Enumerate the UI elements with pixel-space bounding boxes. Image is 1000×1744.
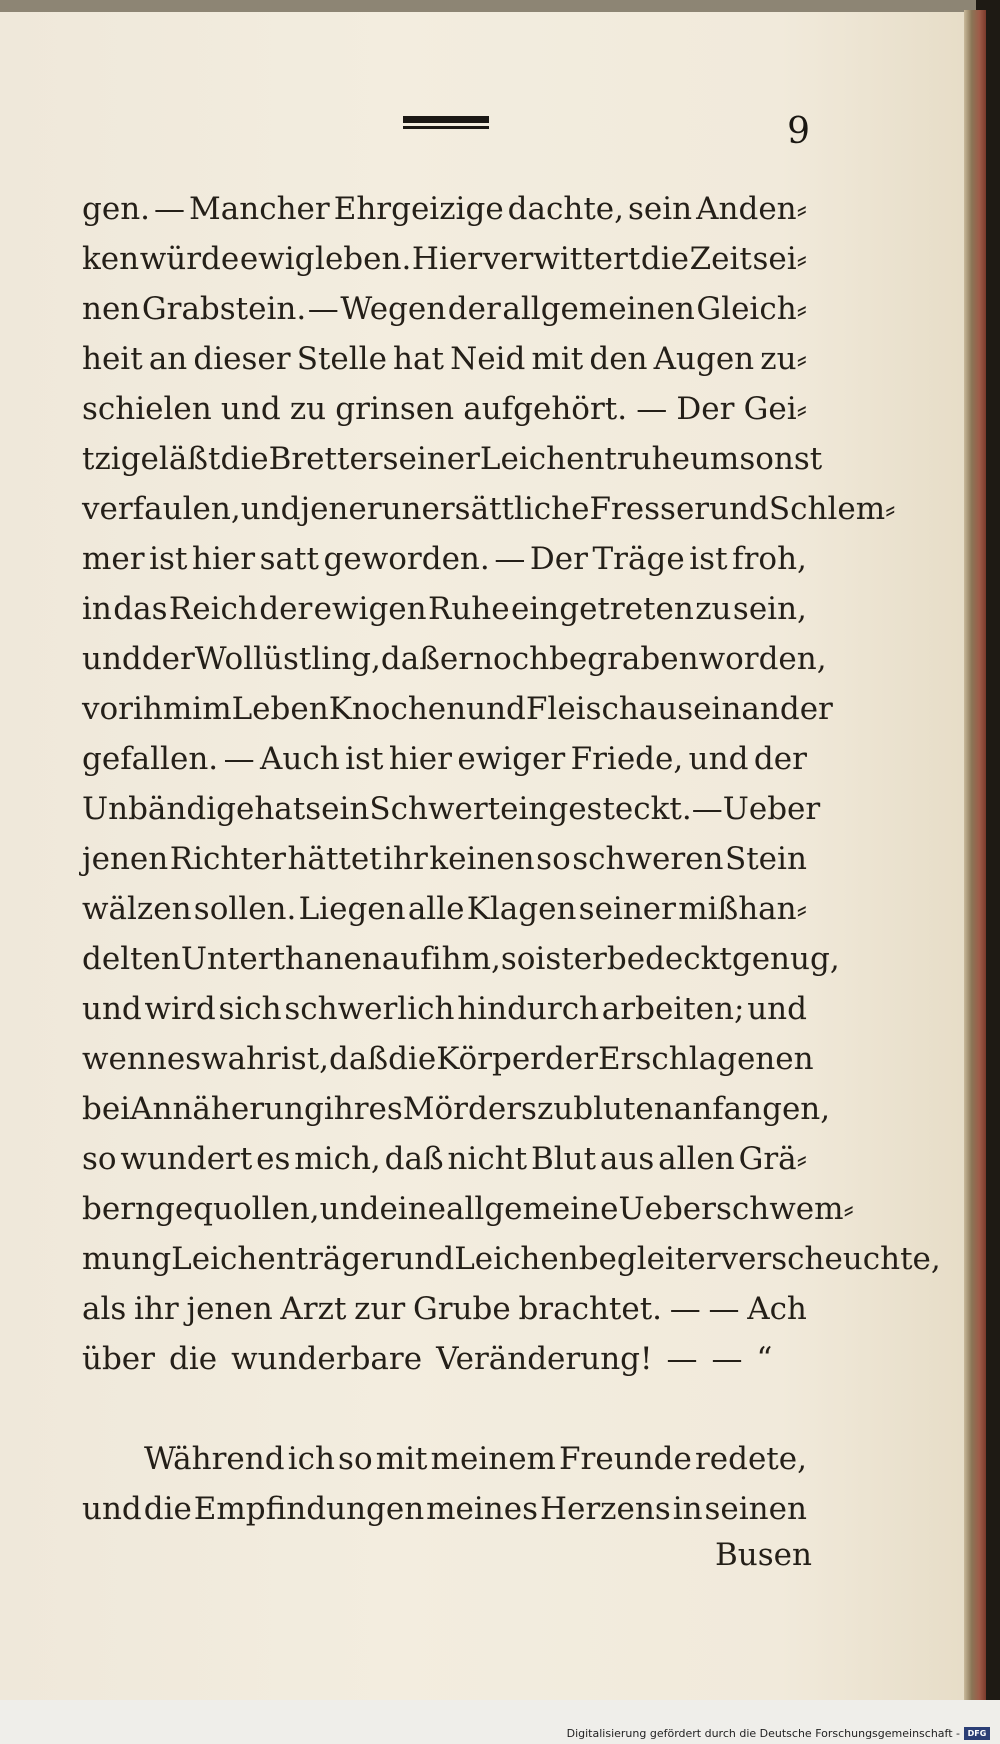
word: Neid [450,341,526,377]
text-line [82,1434,807,1484]
text-line [82,934,840,984]
word: in [672,1491,703,1527]
word: bern [82,1191,155,1227]
word: Erschlagenen [598,1041,814,1077]
word: Reich [168,591,258,627]
book-spine-edge [964,10,986,1710]
word: über [82,1341,155,1377]
word: eingesteckt. [500,791,692,827]
text-line [82,1084,831,1134]
word: Ach [747,1291,807,1327]
word: hindurch [457,991,600,1027]
word: Stelle [296,341,387,377]
text-line [82,1334,807,1384]
word: — [669,1291,701,1327]
word: geworden. [323,541,490,577]
text-line [82,1034,814,1084]
word: nicht [447,1141,528,1177]
word: anfangen, [673,1091,831,1127]
word: verwittert [482,241,641,277]
word: meinem [430,1441,556,1477]
word: wahr [201,1041,281,1077]
word: den [589,341,648,377]
word: allgemeine [446,1191,619,1227]
word: Fresser [589,491,710,527]
word: Stein [724,841,807,877]
word: und [240,491,301,527]
word: mißhan⸗ [678,891,807,927]
word: ist, [280,1041,330,1077]
word: Freunde [559,1441,692,1477]
text-line [82,684,833,734]
word: allgemeinen [502,291,695,327]
word: hat [393,341,444,377]
word: bei [82,1091,131,1127]
word: Empfindungen [193,1491,425,1527]
word: der [753,741,807,777]
word: verfaulen, [82,491,241,527]
word: Grä⸗ [738,1141,807,1177]
word: ihr [134,1291,179,1327]
word: sein [627,191,693,227]
word: aufgehört. [463,391,628,427]
word: Blut [530,1141,597,1177]
word: Ueber [722,791,821,827]
word: Leichenbegleiter [454,1241,721,1277]
word: würde [139,241,240,277]
word: hier [388,741,452,777]
word: zu [536,1091,574,1127]
word: Unterthanen [180,941,382,977]
text-line [82,234,807,284]
word: meines [426,1491,539,1527]
word: zur [354,1291,406,1327]
text-line [82,984,807,1034]
word: Herzens [539,1491,671,1527]
word: Träge [592,541,685,577]
word: verscheuchte, [720,1241,941,1277]
text-line [82,1484,807,1534]
text-line [82,484,896,534]
word: hier [192,541,256,577]
word: mer [82,541,145,577]
word: wird [144,991,216,1027]
dfg-logo: DFG [964,1727,990,1740]
word: genug, [731,941,840,977]
word: jenen [186,1291,273,1327]
word: so [82,1141,117,1177]
word: ewig [239,241,315,277]
word: Richter [169,841,286,877]
word: keinen [429,841,535,877]
word: die [143,1491,192,1527]
text-line [82,734,807,784]
word: ihres [323,1091,403,1127]
text-line [82,184,807,234]
word: Ueberschwem⸗ [618,1191,854,1227]
word: ihm, [431,941,501,977]
word: — [223,741,255,777]
word: Schlem⸗ [768,491,896,527]
word: Leichenträger [171,1241,395,1277]
word: Auch [260,741,340,777]
word: als [82,1291,127,1327]
word: redete, [694,1441,807,1477]
word: arbeiten; [601,991,745,1027]
word: bluten [573,1091,674,1127]
word: Körper [436,1041,546,1077]
word: Ehrgeizige [333,191,504,227]
word: worden, [698,641,827,677]
word: aus [599,1141,655,1177]
word: Unbändige [82,791,255,827]
word: wälzen [82,891,192,927]
word: — [307,291,339,327]
word: zu [695,591,732,627]
word: und [220,391,281,427]
paragraph [82,1434,807,1534]
word: sein [305,791,370,827]
text-line [82,1284,807,1334]
word: — [636,391,668,427]
text-line [82,884,807,934]
word: — [154,191,186,227]
word: sein, [732,591,807,627]
word: ist [689,541,728,577]
word: mit [375,1441,428,1477]
word: Fleisch [525,691,639,727]
word: Anden⸗ [696,191,807,227]
word: Augen [653,341,755,377]
word: Der [529,541,588,577]
word: Leichentruhe [479,441,690,477]
word: er [439,641,474,677]
word: — [691,791,723,827]
word: daß [329,1041,389,1077]
word: — [711,1341,743,1377]
word: sich [218,991,282,1027]
word: bedeckt [606,941,732,977]
word: jenen [82,841,169,877]
text-line [82,1184,854,1234]
word: der [259,591,313,627]
word: mit [531,341,584,377]
word: vor [82,691,133,727]
word: grinsen [335,391,455,427]
word: jener [300,491,382,527]
word: nen [82,291,141,327]
word: Friede, [570,741,684,777]
word: brachtet. [518,1291,663,1327]
word: die [640,241,690,277]
word: Ruhe [428,591,510,627]
word: zu⸗ [760,341,807,377]
word: in [82,591,112,627]
word: gen. [82,191,151,227]
word: es [256,1141,291,1177]
body-text [82,184,941,1534]
word: Schwert [369,791,501,827]
word: daß [380,641,440,677]
word: die [168,1341,218,1377]
word: ist [535,941,574,977]
word: Wollüstling, [194,641,381,677]
text-line [82,1234,941,1284]
word: gequollen, [154,1191,320,1227]
word: eingetreten [511,591,694,627]
word: das [113,591,168,627]
text-line [82,384,807,434]
text-line [82,534,807,584]
word: auseinander [638,691,833,727]
word: seiner [578,891,676,927]
text-line [82,434,823,484]
word: Leben [231,691,329,727]
text-line [82,834,807,884]
word: hättet [287,841,382,877]
page-number: 9 [787,111,810,152]
word: Hier [411,241,483,277]
word: gefallen. [82,741,219,777]
word: und [394,1241,455,1277]
word: delten [82,941,181,977]
word: wenn [82,1041,167,1077]
word: begraben [549,641,699,677]
word: schielen [82,391,212,427]
word: im [192,691,232,727]
text-line [82,784,821,834]
word: und [319,1191,380,1227]
word: Während [144,1441,285,1477]
word: mung [82,1241,172,1277]
word: tzige [82,441,159,477]
word: und [82,1491,142,1527]
word: hat [254,791,306,827]
word: sollen. [193,891,297,927]
word: so [536,841,571,877]
word: Gleich⸗ [696,291,807,327]
word: dachte, [507,191,624,227]
word: der [141,641,195,677]
word: ewiger [457,741,566,777]
word: Bretter [268,441,383,477]
catchword: Busen [715,1537,812,1573]
word: die [220,441,269,477]
word: mich, [294,1141,381,1177]
word: auf [381,941,432,977]
header-ornament-rule [403,116,489,134]
text-line [82,584,807,634]
text-line [82,1134,807,1184]
word: Veränderung! [436,1341,653,1377]
word: satt [259,541,319,577]
word: “ [756,1341,773,1377]
word: ihm [133,691,193,727]
word: Knochen [328,691,467,727]
word: er [573,941,607,977]
word: und [82,641,142,677]
word: leben. [315,241,412,277]
word: und [688,741,749,777]
word: Liegen [298,891,406,927]
word: sei⸗ [752,241,807,277]
word: ich [287,1441,335,1477]
word: an [148,341,188,377]
ornament-bar-thick [403,116,489,123]
word: Der [676,391,735,427]
word: — [494,541,526,577]
word: — [708,1291,740,1327]
word: die [388,1041,437,1077]
word: so [500,941,536,977]
word: Grube [412,1291,511,1327]
word: alle [407,891,465,927]
word: der [545,1041,599,1077]
word: allen [658,1141,735,1177]
word: ist [149,541,188,577]
word: ewigen [313,591,427,627]
word: daß [384,1141,444,1177]
word: seinen [704,1491,807,1527]
word: Annäherung [130,1091,324,1127]
word: wundert [120,1141,253,1177]
word: schwerlich [284,991,455,1027]
word: dieser [193,341,291,377]
word: schweren [572,841,724,877]
word: so [338,1441,373,1477]
word: ihr [383,841,428,877]
word: Mancher [189,191,330,227]
word: — [666,1341,698,1377]
word: seiner [382,441,480,477]
word: froh, [732,541,807,577]
word: Gei⸗ [743,391,807,427]
text-line [82,634,827,684]
word: Arzt [280,1291,347,1327]
word: zu [289,391,327,427]
word: Klagen [466,891,577,927]
text-line [82,284,807,334]
word: heit [82,341,143,377]
word: und [466,691,526,727]
digitization-credit: Digitalisierung gefördert durch die Deutsche Forschungsgemeinschaft - [566,1727,960,1740]
paragraph [82,184,941,1384]
word: und [747,991,807,1027]
word: ist [345,741,384,777]
word: es [166,1041,202,1077]
ornament-bar-thin [403,126,489,129]
word: unersättliche [381,491,590,527]
word: und [82,991,142,1027]
word: umsonst [689,441,823,477]
word: eine [379,1191,447,1227]
word: der [447,291,501,327]
text-line [82,334,807,384]
word: noch [473,641,550,677]
top-edge [0,0,976,12]
word: Mörders [402,1091,537,1127]
word: Grabstein. [141,291,307,327]
word: läßt [158,441,221,477]
word: Wegen [340,291,447,327]
word: ken [82,241,140,277]
word: Zeit [689,241,752,277]
word: und [709,491,769,527]
word: wunderbare [231,1341,423,1377]
